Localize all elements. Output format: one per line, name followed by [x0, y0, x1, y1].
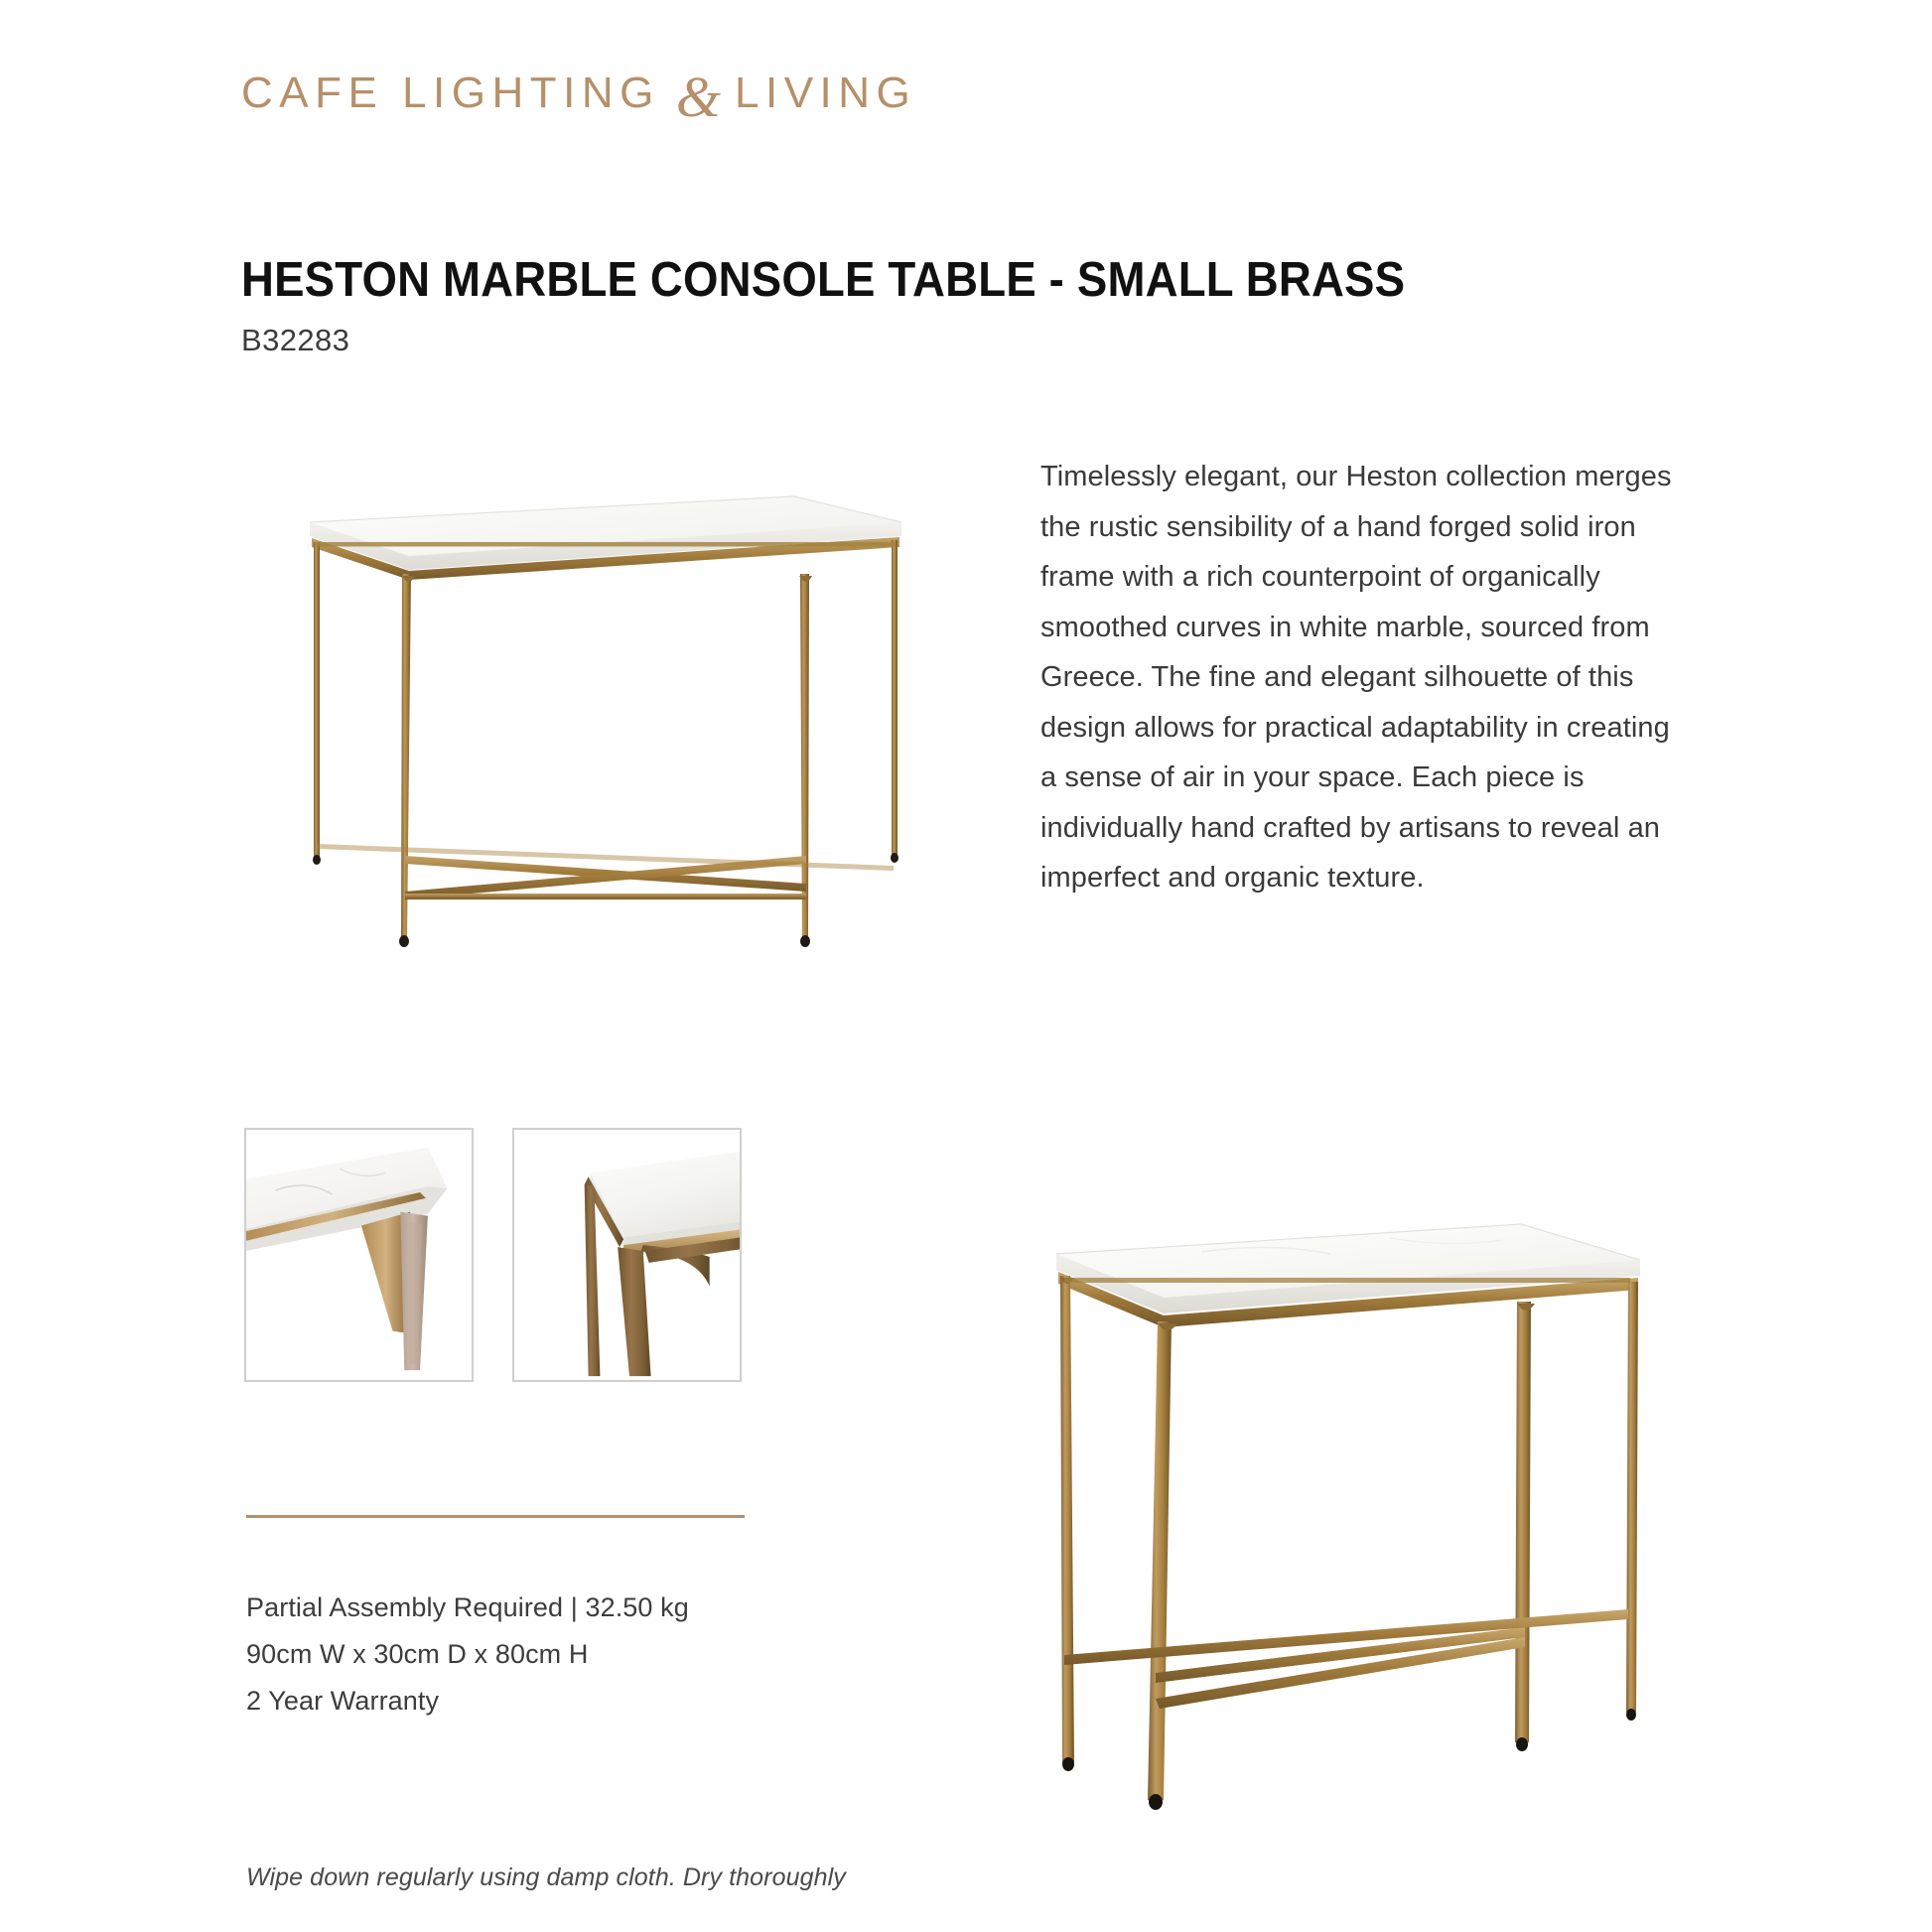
product-description: Timelessly elegant, our Heston collection merges the rustic sensibility of a hand forged solid iron frame with a rich counterpoint of organically smoothed curves in white marble, sourced from Greece. The fine and elegant silhouette of this design allows for practical adaptability in creating a sense of air in your space. Each piece is individually hand crafted by artisans to reveal an imperfect and organic texture.	[1040, 461, 1672, 894]
thumbnail-gallery	[244, 1128, 742, 1382]
care-instructions: Wipe down regularly using damp cloth. Dry thoroughly	[246, 1863, 846, 1891]
thumbnail-image-2[interactable]	[512, 1128, 742, 1382]
page-title: HESTON MARBLE CONSOLE TABLE - SMALL BRASS	[241, 253, 1406, 307]
brass-leg-joint-detail-icon	[514, 1130, 740, 1380]
secondary-product-image	[1013, 1206, 1688, 1842]
brand-logo	[241, 60, 917, 129]
specification-list	[246, 1585, 689, 1725]
spec-dimensions: 90cm W x 30cm D x 80cm H	[246, 1639, 589, 1669]
product-sku: B32283	[241, 323, 350, 357]
brand-name-primary: CAFE LIGHTING	[241, 68, 660, 117]
spec-assembly-weight: Partial Assembly Required | 32.50 kg	[246, 1592, 689, 1622]
spec-warranty: 2 Year Warranty	[246, 1686, 440, 1716]
section-divider	[246, 1515, 745, 1518]
marble-corner-detail-icon	[246, 1130, 472, 1380]
hero-product-image	[298, 477, 913, 973]
ampersand-glyph: &	[675, 65, 721, 129]
brand-name-secondary: LIVING	[735, 68, 917, 117]
thumbnail-image-1[interactable]	[244, 1128, 474, 1382]
